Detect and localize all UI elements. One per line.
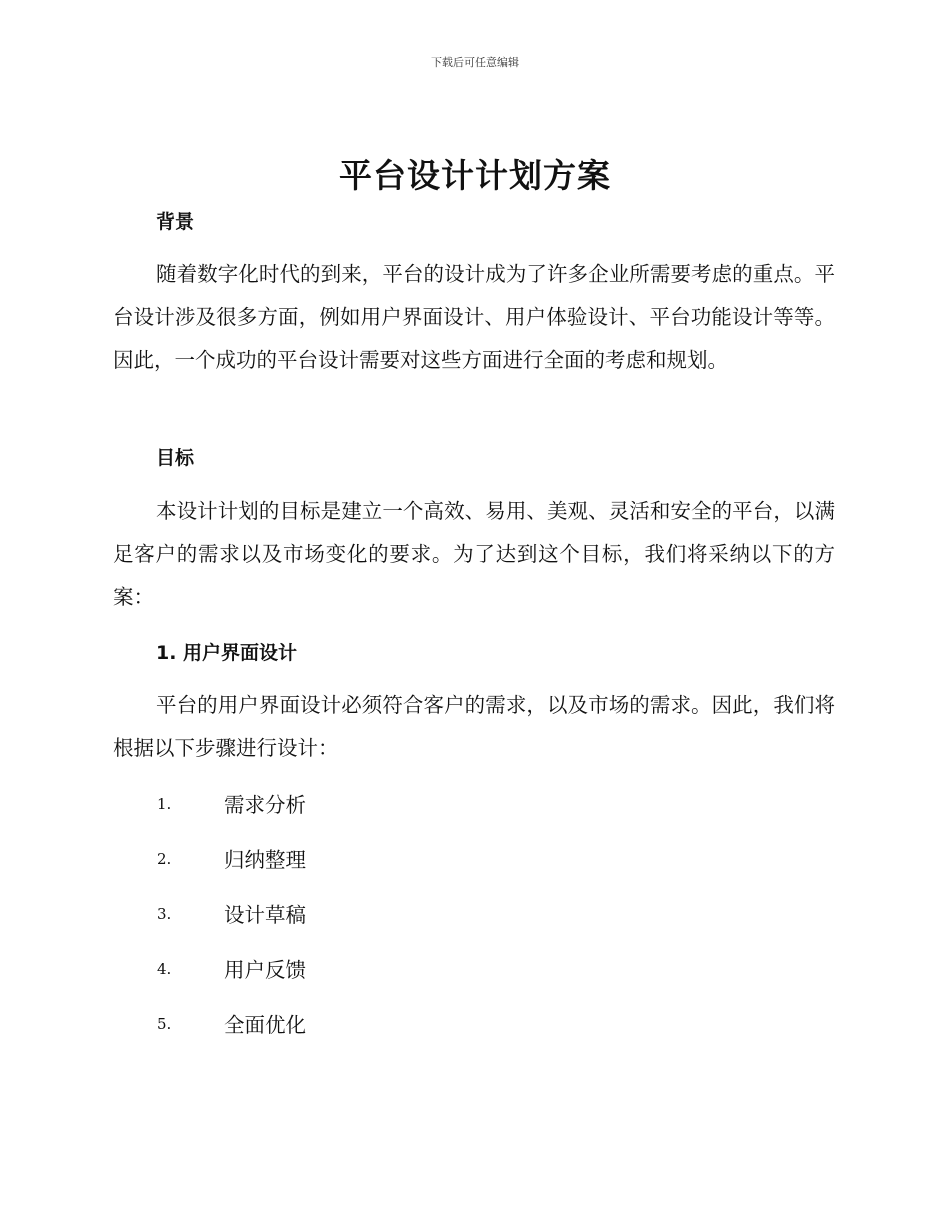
step-number: 2. xyxy=(157,850,172,868)
section-body-goal: 本设计计划的目标是建立一个高效、易用、美观、灵活和安全的平台，以满足客户的需求以及市场变化的要求。为了达到这个目标，我们将采纳以下的方案： xyxy=(113,499,835,609)
step-text: 归纳整理 xyxy=(224,848,306,872)
step-text: 用户反馈 xyxy=(224,958,306,982)
document-title: 平台设计计划方案 xyxy=(339,156,611,195)
section-heading-ui-design: 1. 用户界面设计 xyxy=(156,642,298,664)
step-text: 需求分析 xyxy=(224,793,306,817)
step-number: 5. xyxy=(157,1015,172,1033)
step-number: 4. xyxy=(157,960,172,978)
list-item xyxy=(0,837,600,892)
list-item xyxy=(0,1002,600,1057)
design-steps-list xyxy=(0,782,600,1057)
step-text: 全面优化 xyxy=(224,1013,306,1037)
step-text: 设计草稿 xyxy=(224,903,306,927)
page-header-note: 下载后可任意编辑 xyxy=(431,56,519,69)
list-item xyxy=(0,947,600,1002)
section-heading-background: 背景 xyxy=(156,211,195,233)
step-number: 1. xyxy=(157,795,172,813)
section-heading-goal: 目标 xyxy=(156,447,195,469)
step-number: 3. xyxy=(157,905,172,923)
section-body-ui-design: 平台的用户界面设计必须符合客户的需求，以及市场的需求。因此，我们将根据以下步骤进行设计： xyxy=(113,693,835,760)
section-body-background: 随着数字化时代的到来，平台的设计成为了许多企业所需要考虑的重点。平台设计涉及很多方面，例如用户界面设计、用户体验设计、平台功能设计等等。因此，一个成功的平台设计需要对这些方面进行全面的考虑和规划。 xyxy=(113,262,835,372)
list-item xyxy=(0,782,600,837)
list-item xyxy=(0,892,600,947)
